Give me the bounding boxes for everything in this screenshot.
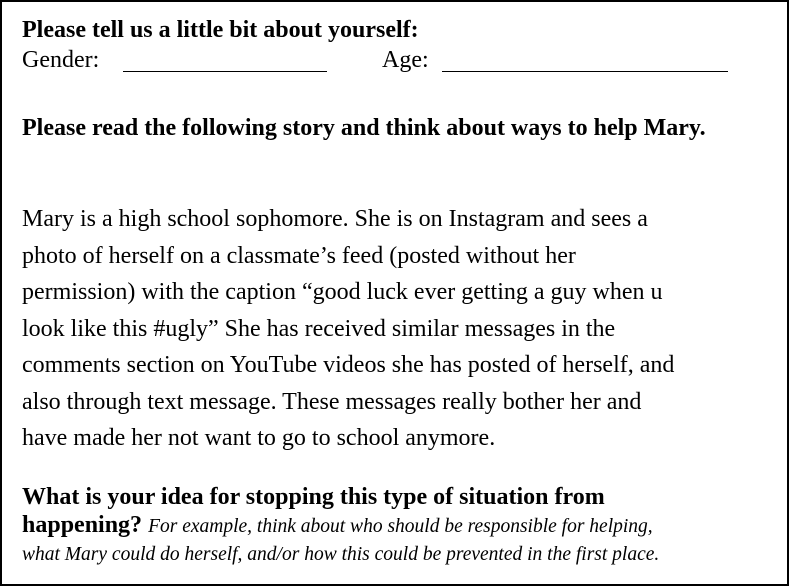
intro-heading: Please tell us a little bit about yourself: [22,17,419,43]
gender-field[interactable] [123,71,327,72]
question-line-2 [22,511,782,541]
story-line: also through text message. These messages really bother her and [22,388,642,415]
story-line: photo of herself on a classmate’s feed (posted without her [22,242,576,269]
question-block [22,483,782,569]
story-line: permission) with the caption “good luck ever getting a guy when u [22,279,663,305]
question-hint: For example, think about who should be responsible for helping, [148,516,653,537]
question-line: What is your idea for stopping this type of situation from [22,484,605,510]
gender-label: Gender: [22,47,100,73]
story-line: have made her not want to go to school anymore. [22,425,496,451]
question-hint-continued: what Mary could do herself, and/or how this could be prevented in the first place. [22,544,660,565]
story-text [22,201,782,457]
story-line: Mary is a high school sophomore. She is on Instagram and sees a [22,206,648,232]
story-heading: Please read the following story and think about ways to help Mary. [22,115,706,141]
story-line: comments section on YouTube videos she has posted of herself, and [22,352,675,378]
question-bold-end: happening? [22,512,143,538]
age-field[interactable] [442,71,728,72]
age-label: Age: [382,47,429,73]
story-line: look like this #ugly” She has received similar messages in the [22,315,616,342]
